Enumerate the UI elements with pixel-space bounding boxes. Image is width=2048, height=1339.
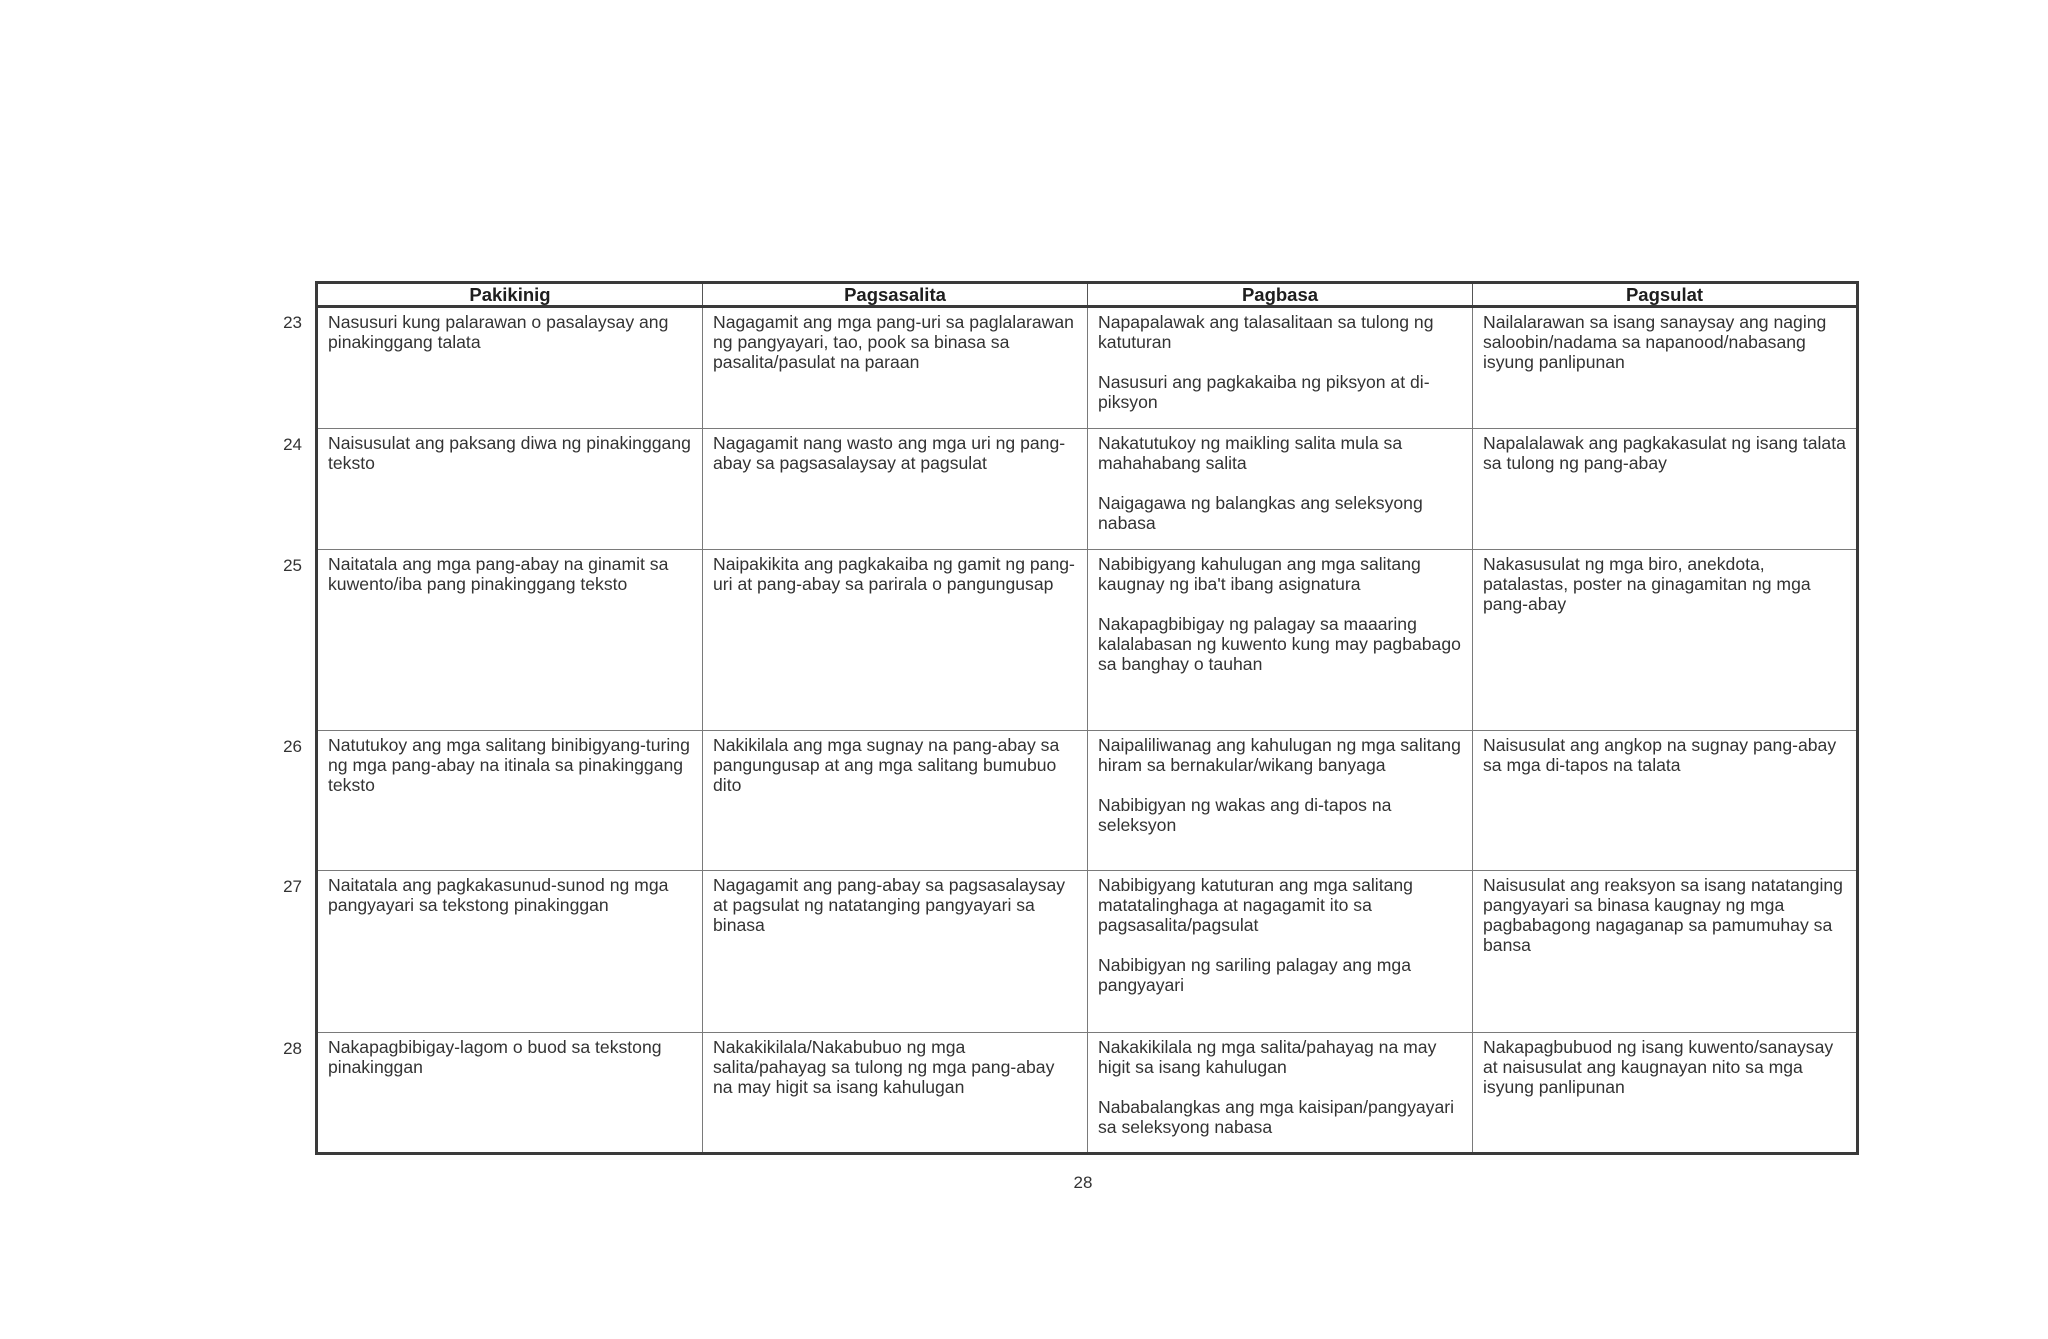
cell-pagbasa <box>1088 307 1473 429</box>
cell-text: Naigagawa ng balangkas ang seleksyong nabasa <box>1098 493 1423 533</box>
cell-pagsulat <box>1473 871 1858 1033</box>
cell-pagsulat <box>1473 1033 1858 1154</box>
cell-text: Nagagamit ang mga pang-uri sa paglalarawan ng pangyayari, tao, pook sa binasa sa pasalita/pasulat na paraan <box>713 312 1074 372</box>
cell-text: Nakakikilala/Nakabubuo ng mga salita/pahayag sa tulong ng mga pang-abay na may higit sa isang kahulugan <box>713 1037 1055 1097</box>
cell-pakikinig <box>317 550 703 731</box>
cell-pagsulat <box>1473 550 1858 731</box>
cell-text: Nakapagbubuod ng isang kuwento/sanaysay at naisusulat ang kaugnayan nito sa mga isyung panlipunan <box>1483 1037 1834 1097</box>
cell-pagbasa <box>1088 1033 1473 1154</box>
table-row <box>317 550 1858 731</box>
cell-text: Nabibigyan ng sariling palagay ang mga pangyayari <box>1098 955 1411 995</box>
cell-text: Naipaliliwanag ang kahulugan ng mga salitang hiram sa bernakular/wikang banyaga <box>1098 735 1461 775</box>
page-number: 28 <box>1073 1173 1093 1192</box>
cell-text: Nakapagbibigay-lagom o buod sa tekstong pinakinggan <box>328 1037 662 1077</box>
header-row <box>317 283 1858 307</box>
week-number: 25 <box>283 555 302 575</box>
table-row <box>317 307 1858 429</box>
week-number: 28 <box>283 1038 302 1058</box>
cell-pagbasa <box>1088 550 1473 731</box>
table-row <box>317 871 1858 1033</box>
cell-text: Nabibigyang katuturan ang mga salitang matatalinghaga at nagagamit ito sa pagsasalita/pagsulat <box>1098 875 1413 935</box>
cell-pagsulat <box>1473 429 1858 550</box>
cell-pagsasalita <box>703 731 1088 871</box>
cell-text: Nababalangkas ang mga kaisipan/pangyayari sa seleksyong nabasa <box>1098 1097 1455 1137</box>
cell-text: Nakatutukoy ng maikling salita mula sa mahahabang salita <box>1098 433 1403 473</box>
cell-pagsasalita <box>703 307 1088 429</box>
table-row <box>317 731 1858 871</box>
cell-text: Naitatala ang pagkakasunud-sunod ng mga pangyayari sa tekstong pinakinggan <box>328 875 669 915</box>
cell-pakikinig <box>317 1033 703 1154</box>
cell-text: Naisusulat ang paksang diwa ng pinakinggang teksto <box>328 433 691 473</box>
cell-pagbasa <box>1088 731 1473 871</box>
cell-text: Nabibigyang kahulugan ang mga salitang kaugnay ng iba't ibang asignatura <box>1098 554 1421 594</box>
cell-text: Nasusuri ang pagkakaiba ng piksyon at di-piksyon <box>1098 372 1430 412</box>
cell-pagsulat <box>1473 307 1858 429</box>
cell-pagsasalita <box>703 550 1088 731</box>
table-body <box>317 307 1858 1154</box>
cell-pagsulat <box>1473 731 1858 871</box>
cell-pakikinig <box>317 307 703 429</box>
cell-pagsasalita <box>703 1033 1088 1154</box>
week-number: 24 <box>283 434 302 454</box>
cell-text: Nakasusulat ng mga biro, anekdota, patalastas, poster na ginagamitan ng mga pang-abay <box>1483 554 1811 614</box>
curriculum-table <box>315 281 1859 1155</box>
cell-text: Napapalawak ang talasalitaan sa tulong ng katuturan <box>1098 312 1434 352</box>
cell-text: Nagagamit nang wasto ang mga uri ng pang-abay sa pagsasalaysay at pagsulat <box>713 433 1066 473</box>
header-pakikinig: Pakikinig <box>317 283 703 307</box>
cell-text: Nakakikilala ng mga salita/pahayag na may higit sa isang kahulugan <box>1098 1037 1437 1077</box>
week-number: 23 <box>283 312 302 332</box>
cell-text: Naisusulat ang angkop na sugnay pang-abay sa mga di-tapos na talata <box>1483 735 1837 775</box>
cell-pakikinig <box>317 429 703 550</box>
cell-pagbasa <box>1088 871 1473 1033</box>
cell-text: Nailalarawan sa isang sanaysay ang naging saloobin/nadama sa napanood/nabasang isyung panlipunan <box>1483 312 1827 372</box>
cell-pagsasalita <box>703 871 1088 1033</box>
cell-text: Natutukoy ang mga salitang binibigyang-turing ng mga pang-abay na itinala sa pinakinggang teksto <box>328 735 690 795</box>
week-number: 27 <box>283 876 302 896</box>
cell-text: Naipakikita ang pagkakaiba ng gamit ng pang-uri at pang-abay sa parirala o pangungusap <box>713 554 1075 594</box>
cell-text: Naisusulat ang reaksyon sa isang natatanging pangyayari sa binasa kaugnay ng mga pagbabagong nagaganap sa pamumuhay sa bansa <box>1483 875 1843 955</box>
cell-pagsasalita <box>703 429 1088 550</box>
cell-pagbasa <box>1088 429 1473 550</box>
cell-pakikinig <box>317 871 703 1033</box>
cell-text: Nabibigyan ng wakas ang di-tapos na seleksyon <box>1098 795 1392 835</box>
table-row <box>317 429 1858 550</box>
cell-text: Nakikilala ang mga sugnay na pang-abay sa pangungusap at ang mga salitang bumubuo dito <box>713 735 1060 795</box>
cell-text: Nagagamit ang pang-abay sa pagsasalaysay at pagsulat ng natatanging pangyayari sa binasa <box>713 875 1066 935</box>
week-number: 26 <box>283 736 302 756</box>
table-row <box>317 1033 1858 1154</box>
header-pagsulat: Pagsulat <box>1473 283 1858 307</box>
cell-text: Napalalawak ang pagkakasulat ng isang talata sa tulong ng pang-abay <box>1483 433 1846 473</box>
header-pagbasa: Pagbasa <box>1088 283 1473 307</box>
header-pagsasalita: Pagsasalita <box>703 283 1088 307</box>
cell-pakikinig <box>317 731 703 871</box>
cell-text: Nakapagbibigay ng palagay sa maaaring kalalabasan ng kuwento kung may pagbabago sa banghay o tauhan <box>1098 614 1461 674</box>
cell-text: Naitatala ang mga pang-abay na ginamit sa kuwento/iba pang pinakinggang teksto <box>328 554 669 594</box>
cell-text: Nasusuri kung palarawan o pasalaysay ang pinakinggang talata <box>328 312 669 352</box>
